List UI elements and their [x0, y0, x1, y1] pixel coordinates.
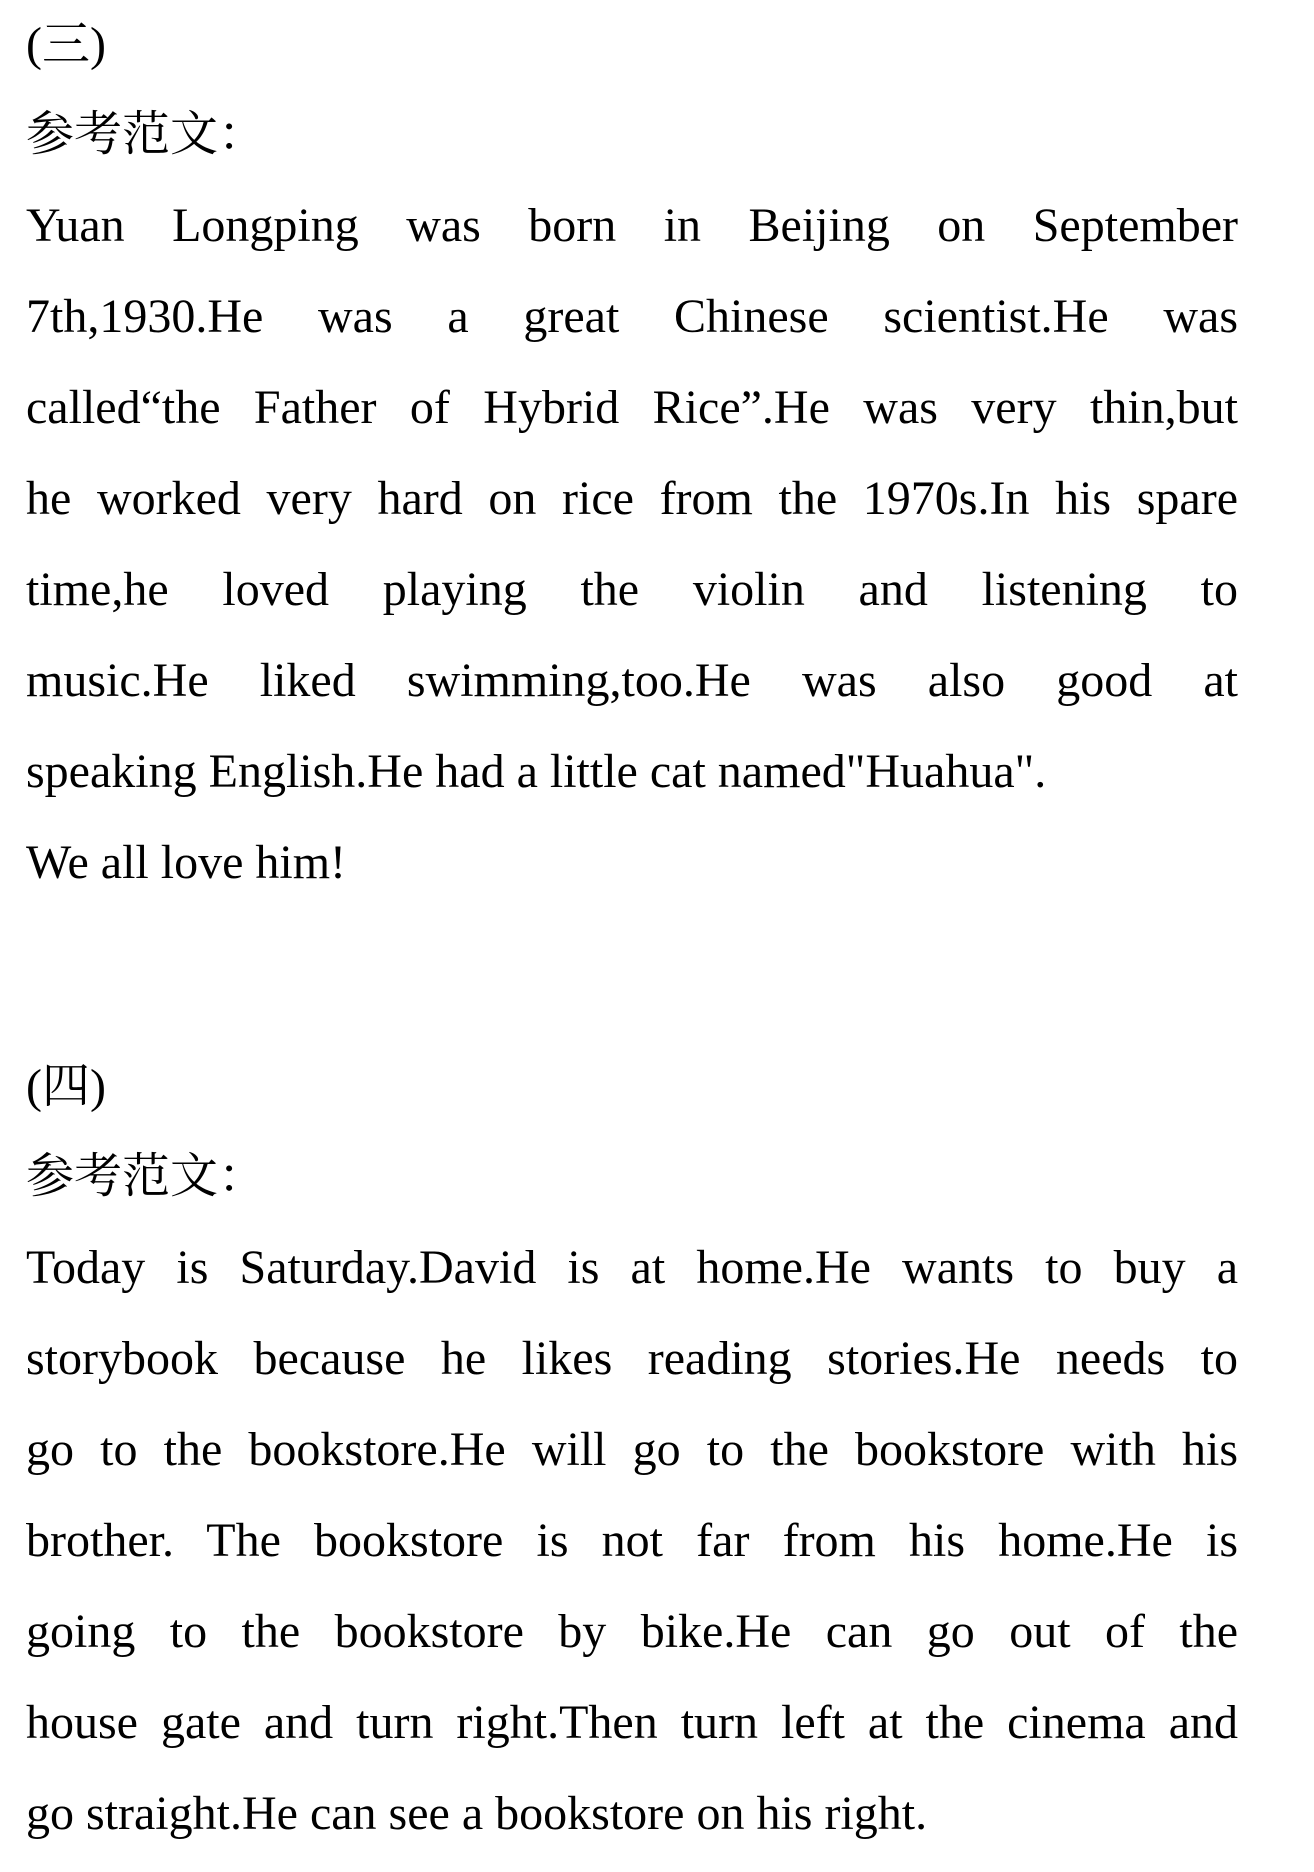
section-heading: (四) [26, 1060, 106, 1113]
section-spacer [26, 908, 1238, 1042]
essay-line: going to the bookstore by bike.He can go out of the [26, 1605, 1238, 1658]
essay-line: brother. The bookstore is not far from his home.He is [26, 1514, 1238, 1567]
section-heading: (三) [26, 18, 106, 71]
essay-line: go to the bookstore.He will go to the bookstore with his [26, 1423, 1238, 1476]
essay-line: speaking English.He had a little cat named"Huahua". [26, 745, 1047, 798]
essay-line: We all love him! [26, 836, 347, 889]
sample-essay-label: 参考范文： [26, 1150, 267, 1203]
section-4 [26, 1042, 1238, 1859]
essay-line: Yuan Longping was born in Beijing on September [26, 199, 1238, 252]
essay-line: he worked very hard on rice from the 1970s.In his spare [26, 472, 1238, 525]
essay-line: house gate and turn right.Then turn left at the cinema and [26, 1696, 1238, 1749]
sample-essay-label: 参考范文： [26, 108, 267, 161]
essay-line: called“the Father of Hybrid Rice”.He was very thin,but [26, 381, 1238, 434]
document-page [26, 0, 1238, 1859]
essay-paragraph [26, 180, 1238, 908]
essay-line: Today is Saturday.David is at home.He wants to buy a [26, 1241, 1238, 1294]
essay-line: 7th,1930.He was a great Chinese scientist.He was [26, 290, 1238, 343]
essay-line: music.He liked swimming,too.He was also good at [26, 654, 1238, 707]
essay-line: go straight.He can see a bookstore on his right. [26, 1787, 928, 1840]
essay-line: time,he loved playing the violin and listening to [26, 563, 1238, 616]
essay-paragraph [26, 1222, 1238, 1859]
section-3 [26, 0, 1238, 908]
essay-line: storybook because he likes reading stories.He needs to [26, 1332, 1238, 1385]
